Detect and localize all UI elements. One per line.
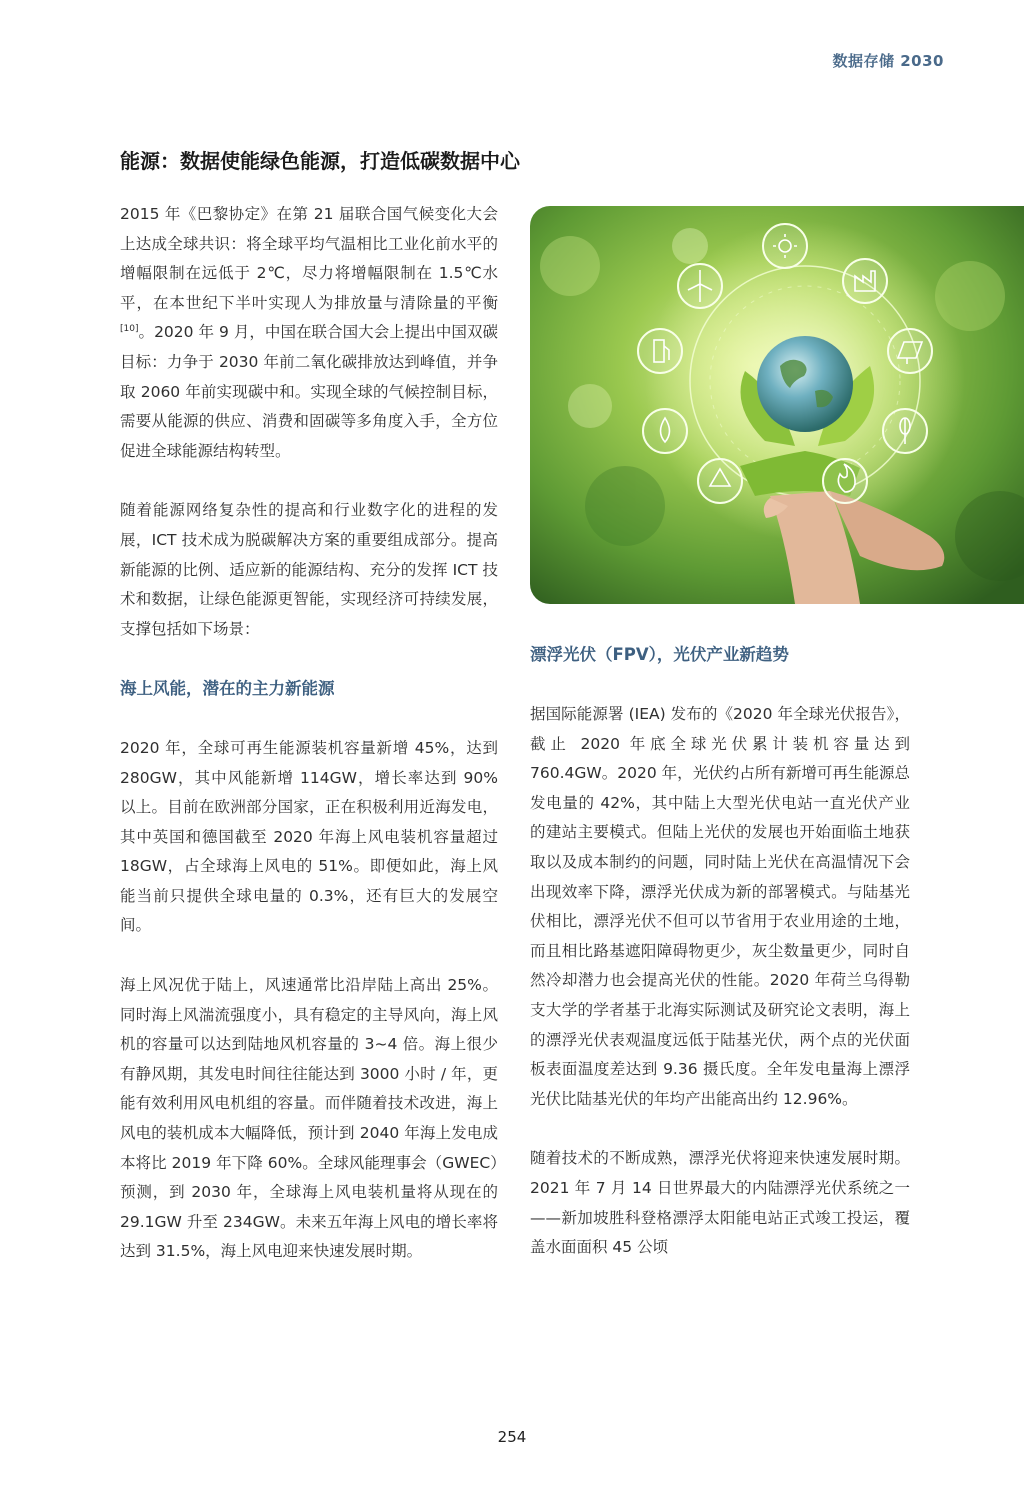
paragraph-wind-capacity: 2020 年，全球可再生能源装机容量新增 45%，达到 280GW，其中风能新增 114GW，增长率达到 90% 以上。目前在欧洲部分国家，正在积极利用近海发电，其中英国和德国截至 2020 年海上风电装机容量超过 18GW，占全球海上风电的 51%。即便如此，海上风能当前只提供全球电量的 0.3%，还有巨大的发展空间。 bbox=[120, 738, 498, 935]
left-column bbox=[120, 200, 498, 1297]
running-header: 数据存储 2030 bbox=[832, 52, 944, 70]
paragraph-paris-agreement: 2015 年《巴黎协定》在第 21 届联合国气候变化大会上达成全球共识：将全球平均气温相比工业化前水平的增幅限制在远低于 2℃，尽力将增幅限制在 1.5℃水平，在本世纪下半叶实现人为排放量与清除量的平衡[10]。2020 年 9 月，中国在联合国大会上提出中国双碳目标：力争于 2030 年前二氧化碳排放达到峰值，并争取 2060 年前实现碳中和。实现全球的气候控制目标，需要从能源的供应、消费和固碳等多角度入手，全方位促进全球能源结构转型。 bbox=[120, 205, 498, 460]
subheading-floating-pv: 漂浮光伏（FPV），光伏产业新趋势 bbox=[530, 645, 789, 664]
green-energy-image bbox=[530, 206, 1024, 604]
paragraph-ict-energy: 随着能源网络复杂性的提高和行业数字化的进程的发展，ICT 技术成为脱碳解决方案的重要组成部分。提高新能源的比例、适应新的能源结构、充分的发挥 ICT 技术和数据，让绿色能源更智能，实现经济可持续发展，支撑包括如下场景： bbox=[120, 501, 498, 638]
paragraph-wind-advantages: 海上风况优于陆上，风速通常比沿岸陆上高出 25%。同时海上风湍流强度小，具有稳定的主导风向，海上风机的容量可以达到陆地风机容量的 3~4 倍。海上很少有静风期，其发电时间往往能达到 3000 小时 / 年，更能有效利用风电机组的容量。而伴随着技术改进，海上风电的装机成本大幅降低，预计到 2040 年海上发电成本将比 2019 年下降 60%。全球风能理事会（GWEC）预测，到 2030 年，全球海上风电装机量将从现在的 29.1GW 升至 234GW。未来五年海上风电的增长率将达到 31.5%，海上风电迎来快速发展时期。 bbox=[120, 976, 498, 1261]
subheading-offshore-wind: 海上风能，潜在的主力新能源 bbox=[120, 679, 335, 699]
paragraph-pv-development: 随着技术的不断成熟，漂浮光伏将迎来快速发展时期。2021 年 7 月 14 日世界最大的内陆漂浮光伏系统之一——新加坡胜科登格漂浮太阳能电站正式竣工投运，覆盖水面面积 45 公顷 bbox=[530, 1149, 910, 1257]
page-number: 254 bbox=[497, 1428, 527, 1446]
right-column bbox=[530, 700, 910, 1293]
citation-ref: [10] bbox=[120, 324, 139, 335]
paragraph-pv-report: 据国际能源署 (IEA) 发布的《2020 年全球光伏报告》，截止 2020 年底全球光伏累计装机容量达到 760.4GW。2020 年，光伏约占所有新增可再生能源总发电量的 42%，其中陆上大型光伏电站一直光伏产业的建站主要模式。但陆上光伏的发展也开始面临土地获取以及成本制约的问题，同时陆上光伏在高温情况下会出现效率下降，漂浮光伏成为新的部署模式。与陆基光伏相比，漂浮光伏不但可以节省用于农业用途的土地，而且相比路基遮阳障碍物更少，灰尘数量更少，同时自然冷却潜力也会提高光伏的性能。2020 年荷兰乌得勒支大学的学者基于北海实际测试及研究论文表明，海上的漂浮光伏表观温度远低于陆基光伏，两个点的光伏面板表面温度差达到 9.36 摄氏度。全年发电量海上漂浮光伏比陆基光伏的年均产出能高出约 12.96%。 bbox=[530, 705, 910, 1108]
section-title: 能源：数据使能绿色能源，打造低碳数据中心 bbox=[120, 149, 520, 173]
